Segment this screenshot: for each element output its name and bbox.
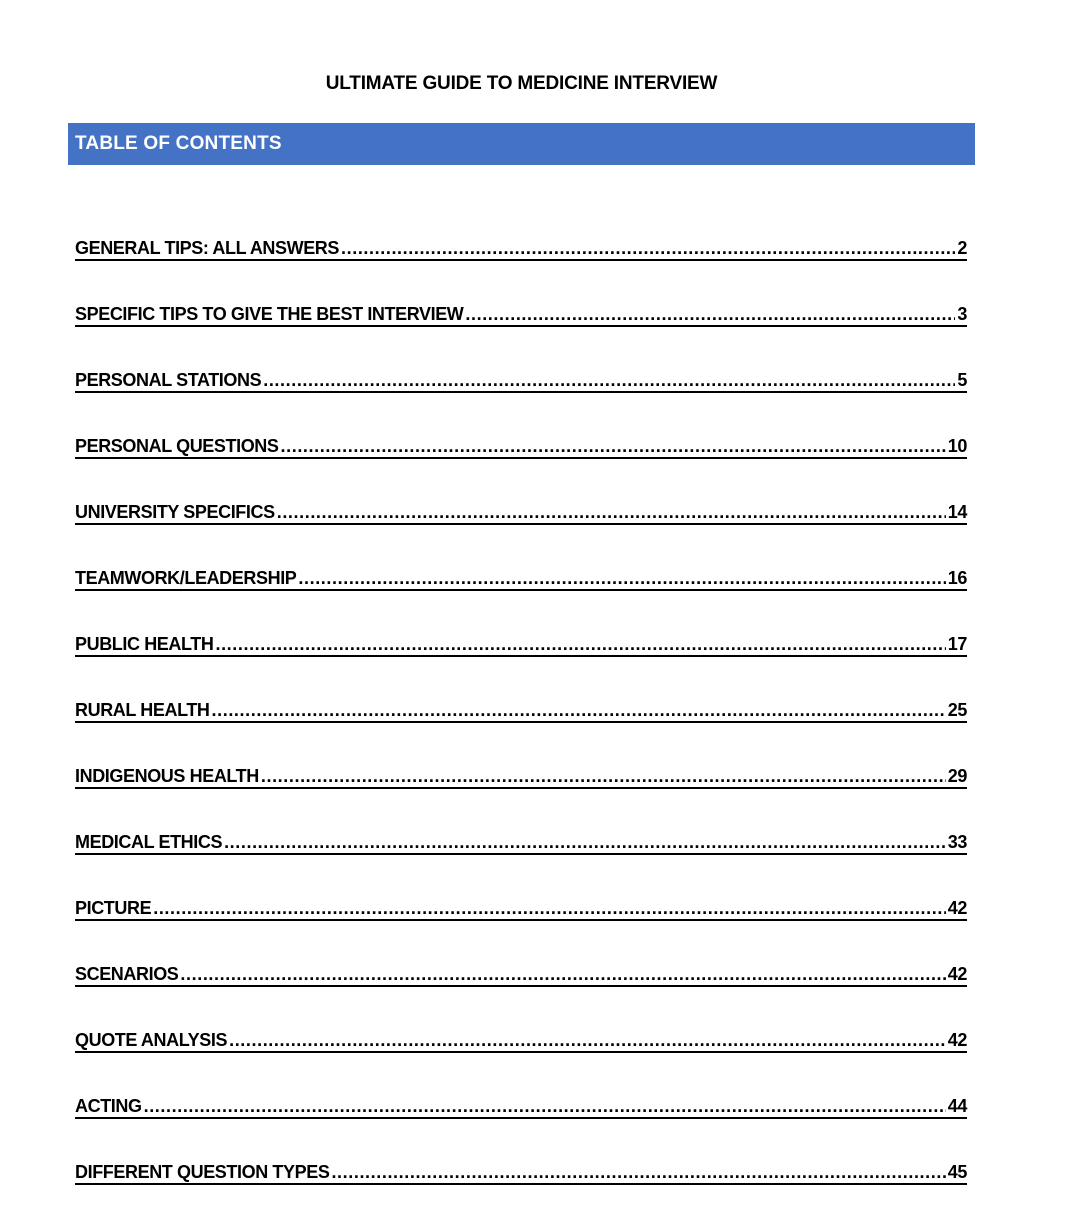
toc-link-acting[interactable] <box>75 1089 967 1119</box>
toc-entry-label: PERSONAL STATIONS <box>75 370 262 390</box>
toc-entry-label: PERSONAL QUESTIONS <box>75 436 279 456</box>
toc-dot-leader <box>153 897 946 919</box>
toc-entry <box>75 855 967 921</box>
toc-entry <box>75 1053 967 1119</box>
toc-dot-leader <box>224 831 946 853</box>
toc-entry-page: 44 <box>947 1096 967 1116</box>
toc-entry-page: 25 <box>947 700 967 720</box>
toc-dot-leader <box>263 369 955 391</box>
toc-entry <box>75 525 967 591</box>
toc-entry <box>75 327 967 393</box>
toc-entry-label: SCENARIOS <box>75 964 179 984</box>
toc-entry-label: RURAL HEALTH <box>75 700 210 720</box>
toc-dot-leader <box>215 633 945 655</box>
toc-link-university-specifics[interactable] <box>75 495 967 525</box>
toc-entry-page: 42 <box>947 898 967 918</box>
toc-link-personal-stations[interactable] <box>75 363 967 393</box>
toc-entry <box>75 789 967 855</box>
toc-entry-label: UNIVERSITY SPECIFICS <box>75 502 275 522</box>
toc-entry <box>75 591 967 657</box>
toc-dot-leader <box>261 765 946 787</box>
toc-entry-label: DIFFERENT QUESTION TYPES <box>75 1162 330 1182</box>
toc-dot-leader <box>331 1161 945 1183</box>
toc-entry-page: 14 <box>947 502 967 522</box>
toc-link-indigenous-health[interactable] <box>75 759 967 789</box>
toc-dot-leader <box>298 567 945 589</box>
toc-link-different-question-types[interactable] <box>75 1155 967 1185</box>
toc-heading-banner <box>68 123 975 165</box>
toc-link-picture[interactable] <box>75 891 967 921</box>
toc-dot-leader <box>277 501 946 523</box>
toc-dot-leader <box>212 699 946 721</box>
toc-entry-label: TEAMWORK/LEADERSHIP <box>75 568 297 588</box>
toc-entry <box>75 195 967 261</box>
toc-entry-page: 45 <box>947 1162 967 1182</box>
toc-entry-label: QUOTE ANALYSIS <box>75 1030 228 1050</box>
toc-link-scenarios[interactable] <box>75 957 967 987</box>
toc-entry-label: GENERAL TIPS: ALL ANSWERS <box>75 238 340 258</box>
toc-entry-label: PICTURE <box>75 898 152 918</box>
toc-dot-leader <box>465 303 955 325</box>
toc-dot-leader <box>144 1095 946 1117</box>
toc-link-medical-ethics[interactable] <box>75 825 967 855</box>
toc-link-quote-analysis[interactable] <box>75 1023 967 1053</box>
toc-entry <box>75 987 967 1053</box>
toc-entry-page: 16 <box>947 568 967 588</box>
toc-entry <box>75 1119 967 1185</box>
toc-entry <box>75 723 967 789</box>
toc-entry <box>75 921 967 987</box>
toc-entry <box>75 459 967 525</box>
toc-entry-page: 42 <box>947 964 967 984</box>
toc-entry-label: ACTING <box>75 1096 142 1116</box>
document-title: ULTIMATE GUIDE TO MEDICINE INTERVIEW <box>325 73 718 94</box>
toc-link-rural-health[interactable] <box>75 693 967 723</box>
toc-dot-leader <box>229 1029 946 1051</box>
toc-entry-label: INDIGENOUS HEALTH <box>75 766 259 786</box>
toc-entry-page: 17 <box>947 634 967 654</box>
toc-dot-leader <box>180 963 945 985</box>
toc-entry-label: MEDICAL ETHICS <box>75 832 223 852</box>
toc-link-teamwork-leadership[interactable] <box>75 561 967 591</box>
toc-heading: TABLE OF CONTENTS <box>75 133 282 154</box>
toc-entry-page: 2 <box>957 238 967 258</box>
toc-entry-page: 33 <box>947 832 967 852</box>
toc-entry-page: 3 <box>957 304 967 324</box>
toc-link-personal-questions[interactable] <box>75 429 967 459</box>
toc-entry <box>75 657 967 723</box>
toc-entry-page: 42 <box>947 1030 967 1050</box>
toc-link-public-health[interactable] <box>75 627 967 657</box>
toc-list <box>75 195 967 1185</box>
toc-link-general-tips[interactable] <box>75 231 967 261</box>
toc-entry-label: SPECIFIC TIPS TO GIVE THE BEST INTERVIEW <box>75 304 464 324</box>
toc-link-specific-tips[interactable] <box>75 297 967 327</box>
toc-entry-page: 29 <box>947 766 967 786</box>
toc-entry-page: 5 <box>957 370 967 390</box>
toc-entry-label: PUBLIC HEALTH <box>75 634 214 654</box>
toc-entry <box>75 261 967 327</box>
toc-dot-leader <box>281 435 946 457</box>
toc-entry-page: 10 <box>947 436 967 456</box>
toc-entry <box>75 393 967 459</box>
toc-dot-leader <box>341 237 955 259</box>
